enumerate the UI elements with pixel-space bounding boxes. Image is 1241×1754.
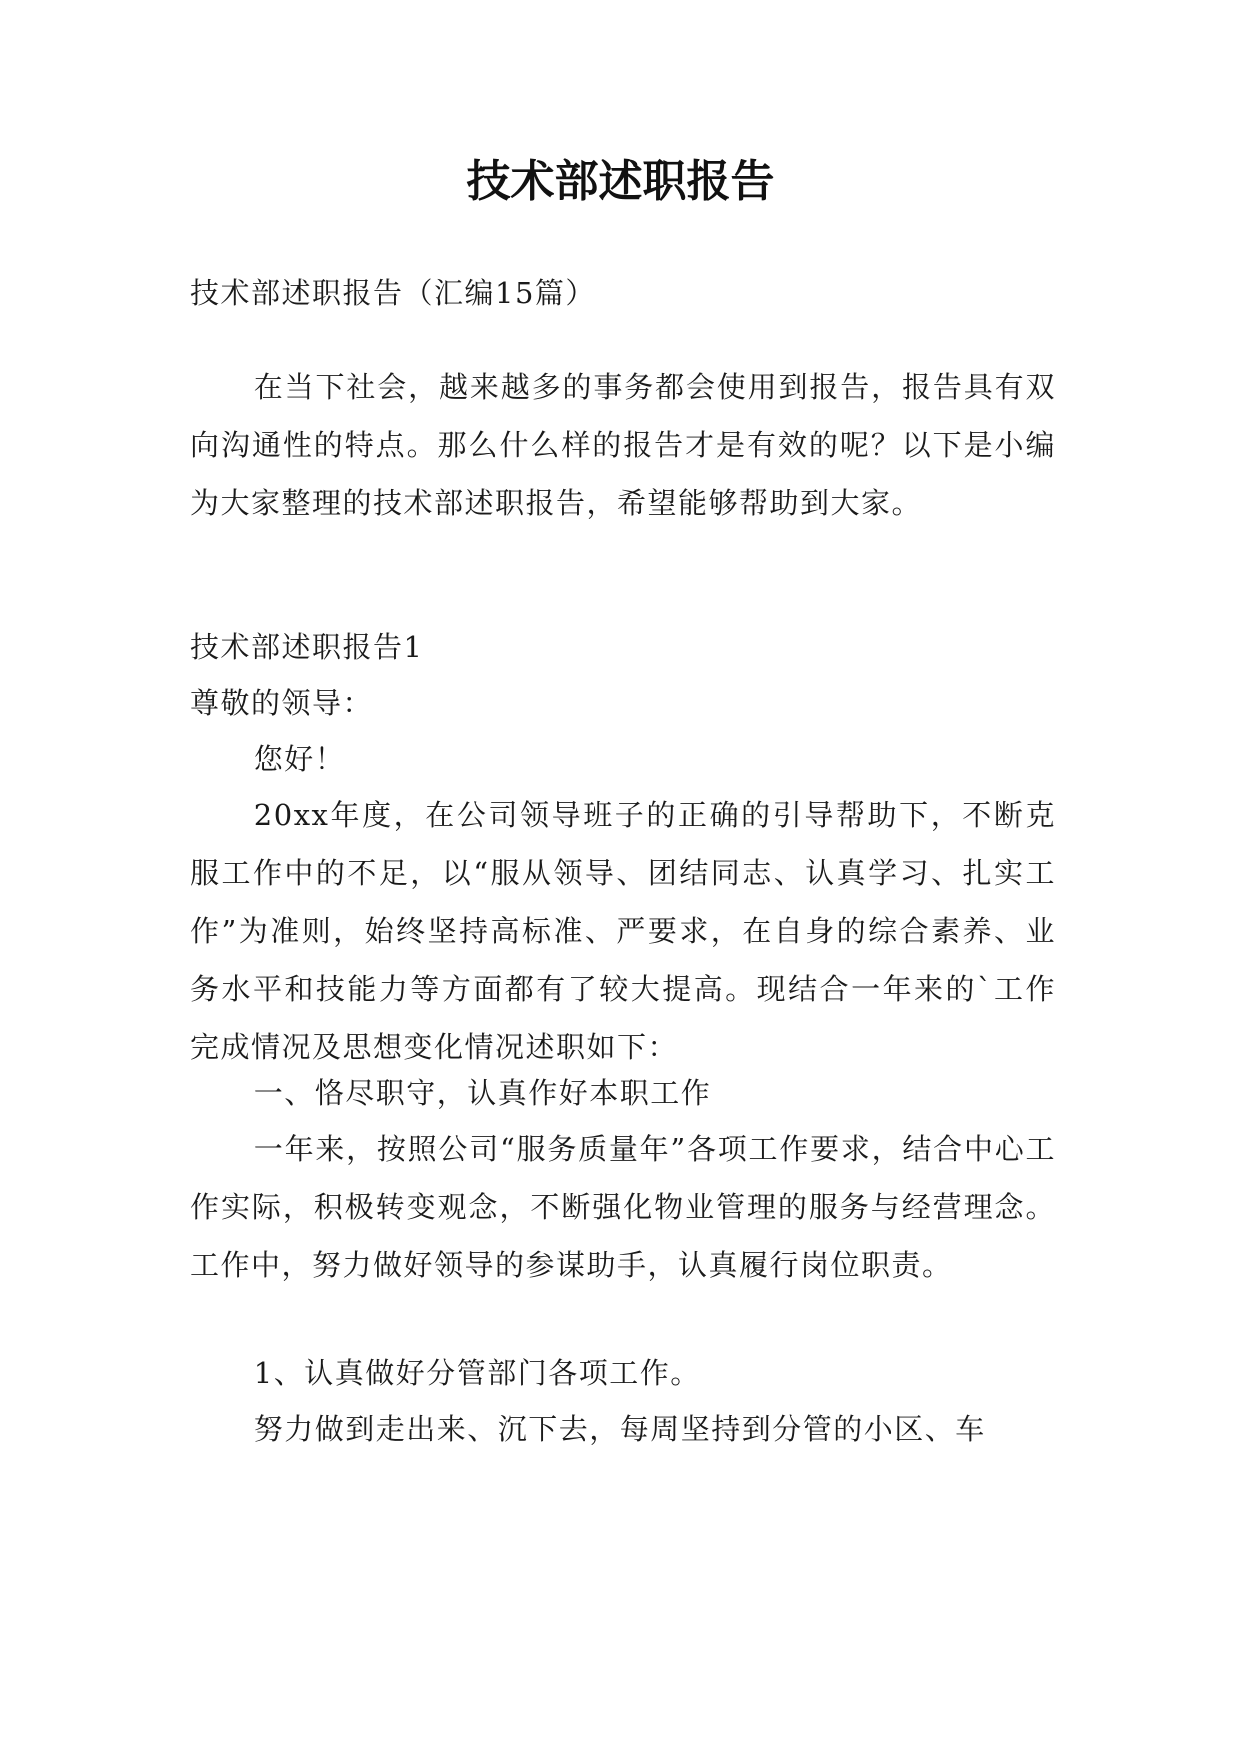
body-heading-2: 1、认真做好分管部门各项工作。 bbox=[253, 1356, 701, 1390]
document-subtitle: 技术部述职报告（汇编15篇） bbox=[190, 276, 596, 310]
greeting: 您好！ bbox=[253, 742, 346, 776]
body-paragraph-1: 20xx年度，在公司领导班子的正确的引导帮助下，不断克服工作中的不足，以“服从领导、团结同志、认真学习、扎实工作”为准则，始终坚持高标准、严要求，在自身的综合素养、业务水平和技能力等方面都有了较大提高。现结合一年来的`工作完成情况及思想变化情况述职如下： bbox=[190, 798, 1056, 1064]
body-paragraph-2: 一年来，按照公司“服务质量年”各项工作要求，结合中心工作实际，积极转变观念，不断强化物业管理的服务与经营理念。工作中，努力做好领导的参谋助手，认真履行岗位职责。 bbox=[190, 1132, 1056, 1282]
salutation: 尊敬的领导： bbox=[190, 686, 374, 720]
document-title: 技术部述职报告 bbox=[466, 156, 775, 207]
body-heading-1: 一、恪尽职守，认真作好本职工作 bbox=[253, 1076, 712, 1110]
intro-paragraph: 在当下社会，越来越多的事务都会使用到报告，报告具有双向沟通性的特点。那么什么样的报告才是有效的呢？以下是小编为大家整理的技术部述职报告，希望能够帮助到大家。 bbox=[190, 370, 1056, 520]
body-paragraph-3: 努力做到走出来、沉下去，每周坚持到分管的小区、车 bbox=[253, 1412, 986, 1446]
section-heading: 技术部述职报告1 bbox=[190, 630, 424, 664]
